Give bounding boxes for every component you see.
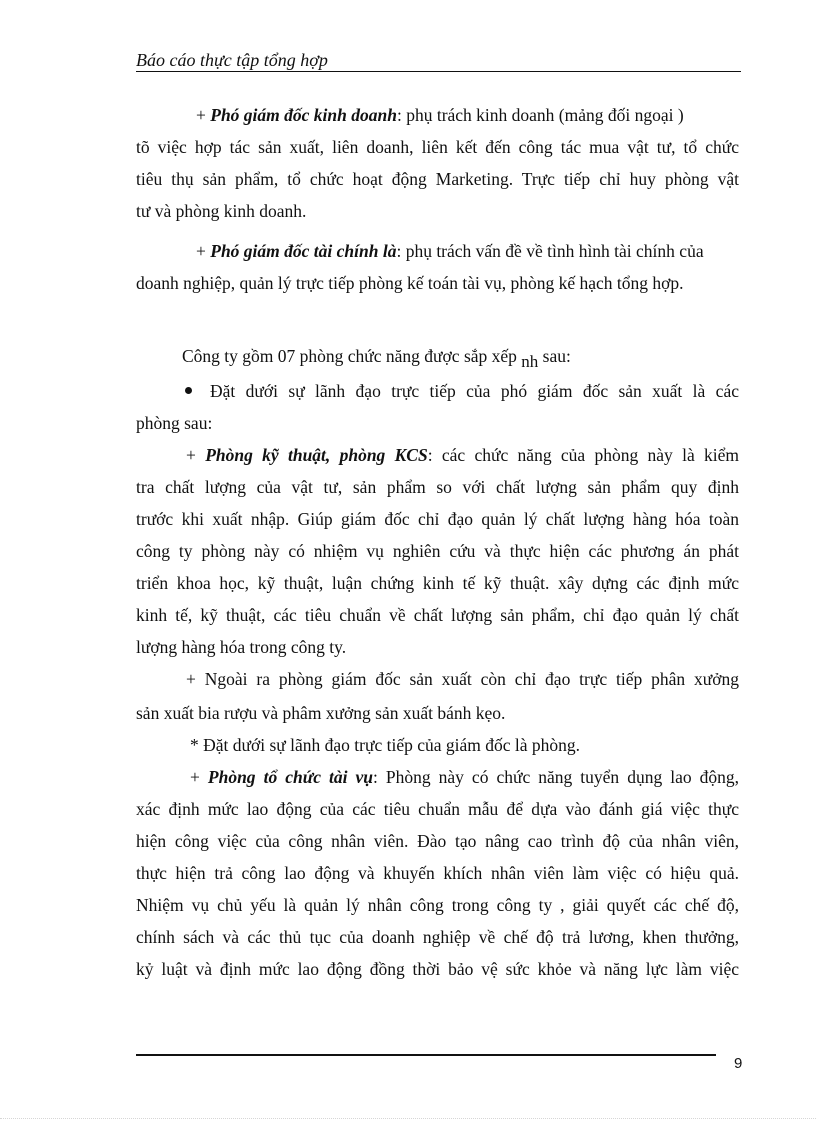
paragraph-line: tõ việc hợp tác sản xuất, liên doanh, liên kết đến công tác mua vật tư, tổ chức — [136, 137, 739, 157]
page-edge-divider — [0, 1118, 816, 1119]
paragraph-line: * Đặt dưới sự lãnh đạo trực tiếp của giám đốc là phòng. — [190, 735, 581, 755]
paragraph-line: kỷ luật và định mức lao động đồng thời bảo vệ sức khỏe và năng lực làm việc — [136, 959, 739, 979]
paragraph-line: hiện công việc của công nhân viên. Đào tạo nâng cao trình độ của nhân viên, — [136, 831, 739, 851]
page-number: 9 — [734, 1055, 743, 1072]
paragraph-line: trước khi xuất nhập. Giúp giám đốc chỉ đạo quản lý chất lượng hàng hóa toàn — [136, 509, 739, 529]
paragraph-line: thực hiện trả công lao động và khuyến khích nhân viên làm việc có hiệu quả. — [136, 863, 739, 883]
footer-divider — [136, 1054, 716, 1056]
term-phong-to-chuc-tai-vu: Phòng tổ chức tài vụ — [207, 767, 373, 787]
bullet-icon — [185, 387, 192, 394]
term-phong-ky-thuat-kcs: Phòng kỹ thuật, phòng KCS — [205, 445, 428, 465]
header-divider — [136, 71, 741, 72]
paragraph-line: tư và phòng kinh doanh. — [136, 201, 307, 221]
term-pho-giam-doc-tai-chinh: Phó giám đốc tài chính là — [210, 241, 397, 261]
paragraph-line: doanh nghiệp, quản lý trực tiếp phòng kế toán tài vụ, phòng kế hạch tổng hợp. — [136, 273, 684, 293]
paragraph-line: + Ngoài ra phòng giám đốc sản xuất còn chỉ đạo trực tiếp phân xưởng — [186, 669, 739, 689]
paragraph-line: Công ty gồm 07 phòng chức năng được sắp xếp nh sau: — [182, 346, 571, 371]
term-pho-giam-doc-kinh-doanh: Phó giám đốc kinh doanh — [210, 105, 397, 125]
paragraph-line: tiêu thụ sản phẩm, tổ chức hoạt động Marketing. Trực tiếp chỉ huy phòng vật — [136, 169, 739, 189]
paragraph-line: công ty phòng này có nhiệm vụ nghiên cứu và thực hiện các phương án phát — [136, 541, 739, 561]
paragraph-line: phòng sau: — [136, 413, 213, 433]
paragraph-line: xác định mức lao động của các tiêu chuẩn mẫu để dựa vào đánh giá việc thực — [136, 799, 739, 819]
paragraph-line: triển khoa học, kỹ thuật, luận chứng kinh tế kỹ thuật. xây dựng các định mức — [136, 573, 739, 593]
header-title: Báo cáo thực tập tổng hợp — [136, 50, 328, 70]
paragraph-line: + Phòng kỹ thuật, phòng KCS: các chức năng của phòng này là kiểm — [186, 445, 740, 465]
paragraph-line: lượng hàng hóa trong công ty. — [136, 637, 347, 657]
paragraph-line: sản xuất bia rượu và phâm xưởng sản xuất bánh kẹo. — [136, 703, 506, 723]
paragraph-line: + Phó giám đốc kinh doanh: phụ trách kinh doanh (mảng đối ngoại ) — [196, 105, 684, 125]
paragraph-line: Nhiệm vụ chủ yếu là quản lý nhân công trong công ty , giải quyết các chế độ, — [136, 895, 739, 915]
paragraph-line: + Phó giám đốc tài chính là: phụ trách vấn đề về tình hình tài chính của — [196, 241, 704, 261]
paragraph-line: kinh tế, kỹ thuật, các tiêu chuẩn về chất lượng sản phẩm, chỉ đạo quản lý chất — [136, 605, 739, 625]
paragraph-line: chính sách và các thủ tục của doanh nghiệp về chế độ trả lương, khen thưởng, — [136, 927, 739, 947]
paragraph-line: tra chất lượng của vật tư, sản phẩm so với chất lượng sản phẩm quy định — [136, 477, 739, 497]
bullet-item-line: Đặt dưới sự lãnh đạo trực tiếp của phó giám đốc sản xuất là các — [210, 381, 739, 401]
paragraph-line: + Phòng tổ chức tài vụ: Phòng này có chức năng tuyển dụng lao động, — [190, 767, 740, 787]
